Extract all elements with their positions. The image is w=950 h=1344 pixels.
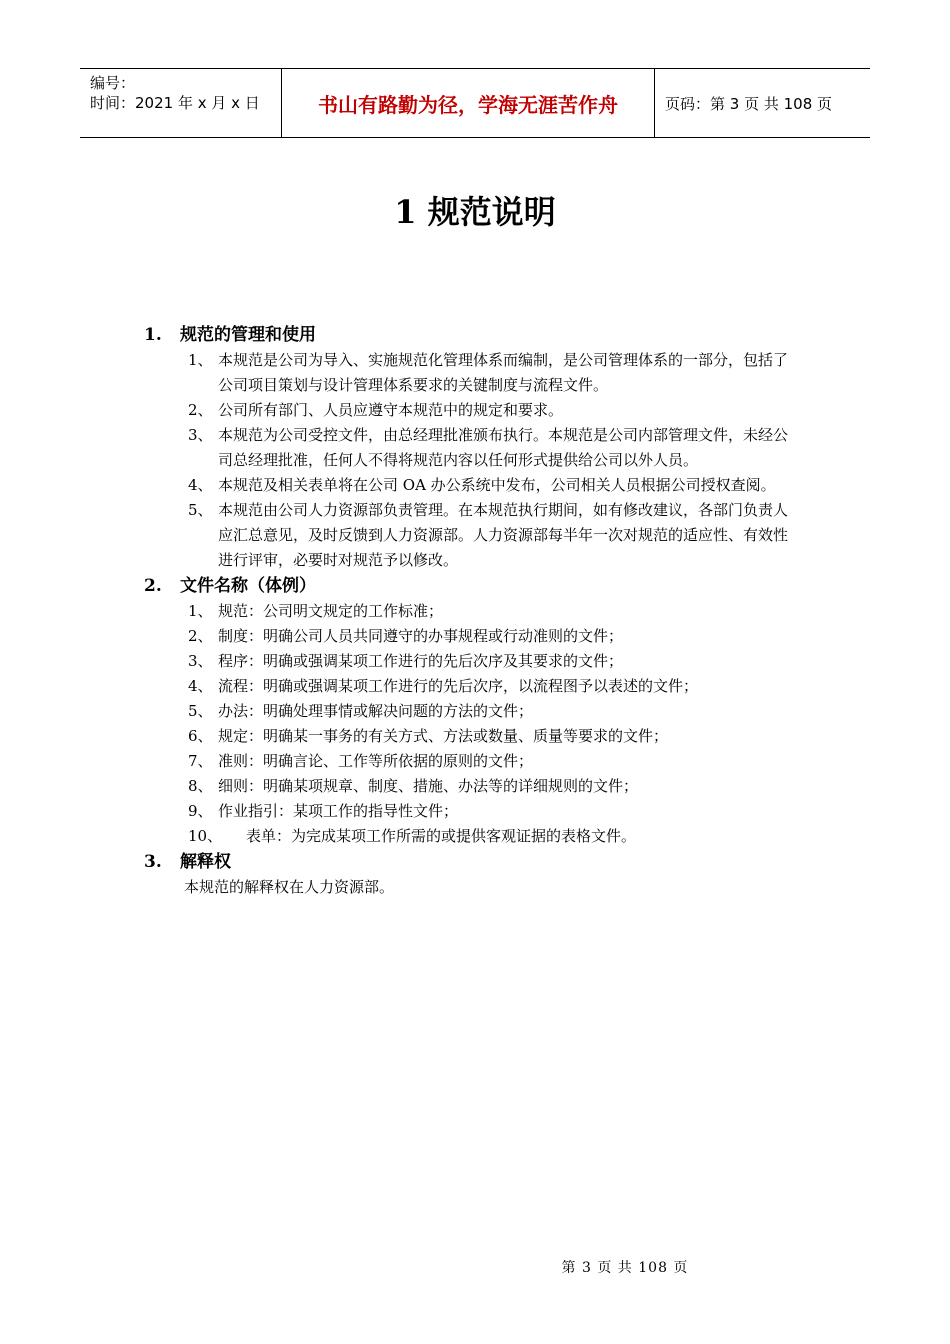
- list-item: [140, 473, 820, 498]
- list-item: [140, 348, 820, 398]
- item-text: 规范：公司明文规定的工作标准；: [218, 602, 444, 620]
- item-number: 10、: [188, 827, 223, 845]
- item-text: 本规范由公司人力资源部负责管理。在本规范执行期间，如有修改建议，各部门负责人应汇总意见，及时反馈到人力资源部。人力资源部每半年一次对规范的适应性、有效性进行评审，必要时对规范予以修改。: [218, 501, 789, 569]
- list-item: [140, 774, 820, 799]
- item-text: 本规范为公司受控文件，由总经理批准颁布执行。本规范是公司内部管理文件，未经公司总经理批准，任何人不得将规范内容以任何形式提供给公司以外人员。: [218, 426, 789, 469]
- number-label: 编号：: [90, 74, 136, 92]
- item-number: 4、: [188, 677, 213, 695]
- item-number: 2、: [188, 627, 213, 645]
- list-item: [140, 398, 820, 423]
- list-item: [140, 724, 820, 749]
- list-item: [140, 749, 820, 774]
- item-number: 5、: [188, 702, 213, 720]
- section-heading: [140, 849, 820, 875]
- item-number: 9、: [188, 802, 213, 820]
- item-text: 表单：为完成某项工作所需的或提供客观证据的表格文件。: [246, 827, 637, 845]
- section-paragraph: 本规范的解释权在人力资源部。: [184, 878, 395, 896]
- item-number: 8、: [188, 777, 213, 795]
- item-text: 办法：明确处理事情或解决问题的方法的文件；: [218, 702, 534, 720]
- item-number: 1、: [188, 602, 213, 620]
- header-left: [80, 69, 282, 137]
- list-item: [140, 699, 820, 724]
- list-item: [140, 799, 820, 824]
- item-text: 本规范是公司为导入、实施规范化管理体系而编制，是公司管理体系的一部分，包括了公司项目策划与设计管理体系要求的关键制度与流程文件。: [218, 351, 789, 394]
- list-item: [140, 649, 820, 674]
- item-text: 本规范及相关表单将在公司 OA 办公系统中发布，公司相关人员根据公司授权查阅。: [218, 476, 776, 494]
- section-title: 文件名称（体例）: [180, 576, 316, 596]
- page-header: [80, 68, 870, 138]
- item-number: 7、: [188, 752, 213, 770]
- section-heading: [140, 573, 820, 599]
- item-number: 3、: [188, 426, 213, 444]
- list-item: [140, 674, 820, 699]
- item-number: 6、: [188, 727, 213, 745]
- item-text: 作业指引：某项工作的指导性文件；: [218, 802, 459, 820]
- page-title: 1 规范说明: [394, 193, 556, 231]
- list-item: [140, 624, 820, 649]
- list-item: [140, 423, 820, 473]
- section-title: 解释权: [180, 852, 231, 872]
- section-title: 规范的管理和使用: [180, 325, 316, 345]
- header-motto: 书山有路勤为径，学海无涯苦作舟: [282, 69, 655, 137]
- list-item: [140, 498, 820, 573]
- item-number: 4、: [188, 476, 213, 494]
- item-text: 程序：明确或强调某项工作进行的先后次序及其要求的文件；: [218, 652, 624, 670]
- item-text: 细则：明确某项规章、制度、措施、办法等的详细规则的文件；: [218, 777, 639, 795]
- list-item: [140, 599, 820, 624]
- item-number: 3、: [188, 652, 213, 670]
- item-text: 公司所有部门、人员应遵守本规范中的规定和要求。: [218, 401, 564, 419]
- item-text: 制度：明确公司人员共同遵守的办事规程或行动准则的文件；: [218, 627, 624, 645]
- section-number: 3.: [144, 852, 162, 872]
- item-number: 1、: [188, 351, 213, 369]
- item-text: 准则：明确言论、工作等所依据的原则的文件；: [218, 752, 534, 770]
- document-body: [140, 322, 820, 900]
- header-page-label: 页码：第 3 页 共 108 页: [665, 94, 833, 113]
- page-footer: 第 3 页 共 108 页: [561, 1260, 689, 1276]
- section-heading: [140, 322, 820, 348]
- item-number: 5、: [188, 501, 213, 519]
- section-number: 2.: [144, 576, 162, 596]
- list-item: [140, 824, 820, 849]
- section-number: 1.: [144, 325, 162, 345]
- item-text: 流程：明确或强调某项工作进行的先后次序，以流程图予以表述的文件；: [218, 677, 699, 695]
- item-number: 2、: [188, 401, 213, 419]
- date-label: 时间：2021 年 x 月 x 日: [90, 94, 260, 112]
- item-text: 规定：明确某一事务的有关方式、方法或数量、质量等要求的文件；: [218, 727, 669, 745]
